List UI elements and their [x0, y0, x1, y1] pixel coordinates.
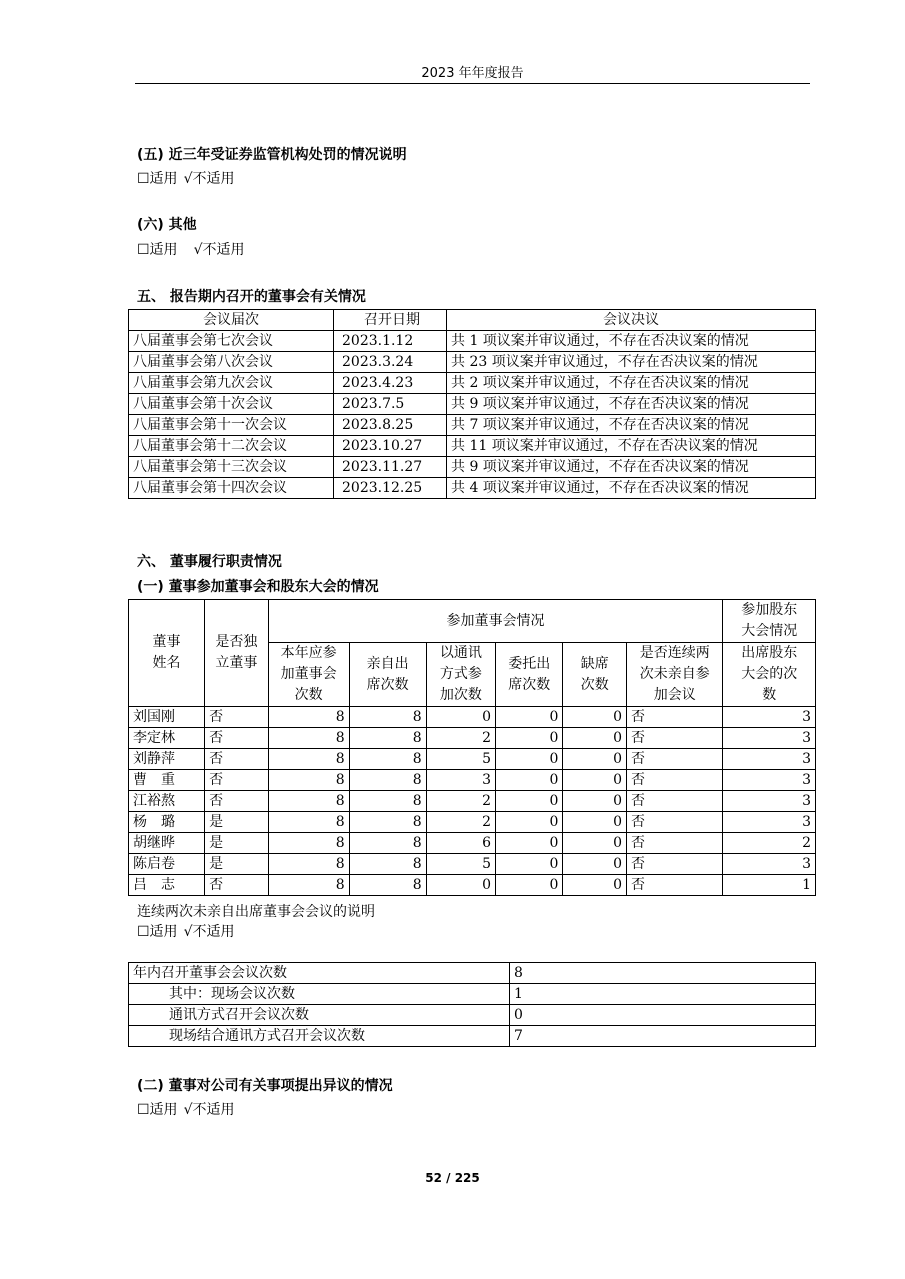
- required-meetings: 8: [268, 833, 349, 854]
- table-row: [129, 749, 816, 770]
- applicable-checkbox: ☐适用: [137, 242, 178, 258]
- column-header: 召开日期: [334, 310, 447, 331]
- page-number: 52 / 225: [425, 1171, 480, 1185]
- not-applicable-checkbox: √不适用: [183, 171, 235, 187]
- is-independent: 是: [205, 854, 269, 875]
- director-name: 江裕熬: [129, 791, 205, 812]
- director-name: 杨 璐: [129, 812, 205, 833]
- director-attendance-subheading: (一) 董事参加董事会和股东大会的情况: [137, 579, 379, 595]
- header-text: 是否独 立董事: [215, 634, 258, 671]
- board-meetings-table: [128, 309, 816, 499]
- absences: 0: [563, 749, 627, 770]
- absence-note: 连续两次未亲自出席董事会会议的说明: [137, 904, 375, 920]
- subcolumn-header: [349, 643, 426, 707]
- attended-in-person: 8: [349, 728, 426, 749]
- column-group-shareholder: [723, 600, 816, 643]
- consecutive-absence: 否: [627, 707, 723, 728]
- consecutive-absence: 否: [627, 728, 723, 749]
- shareholder-meetings-attended: 3: [723, 812, 816, 833]
- consecutive-absence: 否: [627, 812, 723, 833]
- shareholder-meetings-attended: 1: [723, 875, 816, 896]
- header-text: 以通讯 方式参 加次数: [439, 645, 482, 703]
- table-row: [129, 415, 816, 436]
- required-meetings: 8: [268, 728, 349, 749]
- meeting-session: 八届董事会第十一次会议: [129, 415, 334, 436]
- table-row: [129, 394, 816, 415]
- meeting-date: 2023.10.27: [334, 436, 447, 457]
- table-row: [129, 707, 816, 728]
- required-meetings: 8: [268, 791, 349, 812]
- meeting-resolution: 共 11 项议案并审议通过，不存在否决议案的情况: [447, 436, 816, 457]
- shareholder-meetings-attended: 2: [723, 833, 816, 854]
- meeting-session: 八届董事会第十三次会议: [129, 457, 334, 478]
- meeting-resolution: 共 9 项议案并审议通过，不存在否决议案的情况: [447, 457, 816, 478]
- attended-in-person: 8: [349, 749, 426, 770]
- attended-in-person: 8: [349, 707, 426, 728]
- director-name: 刘国刚: [129, 707, 205, 728]
- meeting-date: 2023.4.23: [334, 373, 447, 394]
- header-text: 委托出 席次数: [508, 655, 551, 693]
- shareholder-meetings-attended: 3: [723, 791, 816, 812]
- header-text: 出席股东 大会的次 数: [741, 645, 798, 703]
- subcolumn-header: [496, 643, 563, 707]
- director-name: 胡继晔: [129, 833, 205, 854]
- attended-by-communication: 0: [426, 875, 495, 896]
- attended-by-communication: 3: [426, 770, 495, 791]
- is-independent: 是: [205, 833, 269, 854]
- column-header-name: [129, 600, 205, 707]
- is-independent: 否: [205, 707, 269, 728]
- director-duties-heading: 六、 董事履行职责情况: [137, 554, 282, 570]
- applicable-checkbox: ☐适用: [137, 1102, 178, 1118]
- director-name: 吕 志: [129, 875, 205, 896]
- table-row: [129, 1005, 816, 1026]
- attended-by-communication: 0: [426, 707, 495, 728]
- table-header-row: [129, 310, 816, 331]
- meeting-session: 八届董事会第七次会议: [129, 331, 334, 352]
- table-row: [129, 478, 816, 499]
- table-row: [129, 963, 816, 984]
- required-meetings: 8: [268, 707, 349, 728]
- attended-by-proxy: 0: [496, 770, 563, 791]
- attended-by-proxy: 0: [496, 854, 563, 875]
- meeting-date: 2023.12.25: [334, 478, 447, 499]
- is-independent: 否: [205, 728, 269, 749]
- subcolumn-header: [426, 643, 495, 707]
- header-text: 缺席 次数: [580, 655, 609, 693]
- absences: 0: [563, 707, 627, 728]
- director-attendance-table: [128, 599, 816, 896]
- meeting-session: 八届董事会第十四次会议: [129, 478, 334, 499]
- meeting-session: 八届董事会第八次会议: [129, 352, 334, 373]
- table-row: [129, 457, 816, 478]
- director-name: 刘静萍: [129, 749, 205, 770]
- meeting-date: 2023.11.27: [334, 457, 447, 478]
- table-row: [129, 854, 816, 875]
- subcolumn-header: [268, 643, 349, 707]
- consecutive-absence: 否: [627, 833, 723, 854]
- subcolumn-header: [563, 643, 627, 707]
- count-value: 7: [510, 1026, 816, 1047]
- count-label: 其中：现场会议次数: [129, 984, 510, 1005]
- objection-heading: (二) 董事对公司有关事项提出异议的情况: [137, 1078, 393, 1094]
- meeting-session: 八届董事会第十二次会议: [129, 436, 334, 457]
- attended-by-proxy: 0: [496, 707, 563, 728]
- count-label: 通讯方式召开会议次数: [129, 1005, 510, 1026]
- subcolumn-header: [627, 643, 723, 707]
- attended-by-proxy: 0: [496, 749, 563, 770]
- board-meetings-heading: 五、 报告期内召开的董事会有关情况: [137, 289, 366, 305]
- required-meetings: 8: [268, 812, 349, 833]
- applicable-checkbox: ☐适用: [137, 924, 178, 940]
- attended-by-communication: 5: [426, 854, 495, 875]
- table-row: [129, 436, 816, 457]
- required-meetings: 8: [268, 854, 349, 875]
- consecutive-absence: 否: [627, 770, 723, 791]
- meeting-session: 八届董事会第九次会议: [129, 373, 334, 394]
- header-text: 亲自出 席次数: [366, 655, 409, 693]
- column-header: 会议决议: [447, 310, 816, 331]
- table-row: [129, 728, 816, 749]
- count-label: 现场结合通讯方式召开会议次数: [129, 1026, 510, 1047]
- attended-in-person: 8: [349, 833, 426, 854]
- meeting-counts-table: [128, 962, 816, 1047]
- meeting-session: 八届董事会第十次会议: [129, 394, 334, 415]
- attended-by-proxy: 0: [496, 875, 563, 896]
- header-divider: [135, 83, 810, 84]
- count-label: 年内召开董事会会议次数: [129, 963, 510, 984]
- table-row: [129, 875, 816, 896]
- consecutive-absence: 否: [627, 854, 723, 875]
- director-name: 曹 重: [129, 770, 205, 791]
- required-meetings: 8: [268, 749, 349, 770]
- is-independent: 否: [205, 749, 269, 770]
- table-row: [129, 791, 816, 812]
- absences: 0: [563, 728, 627, 749]
- table-row: [129, 812, 816, 833]
- absences: 0: [563, 791, 627, 812]
- absences: 0: [563, 854, 627, 875]
- header-text: 董事 姓名: [152, 634, 181, 671]
- absence-note-options: [137, 921, 240, 941]
- is-independent: 是: [205, 812, 269, 833]
- meeting-resolution: 共 9 项议案并审议通过，不存在否决议案的情况: [447, 394, 816, 415]
- not-applicable-checkbox: √不适用: [183, 1102, 235, 1118]
- director-name: 陈启卷: [129, 854, 205, 875]
- table-row: [129, 833, 816, 854]
- attended-in-person: 8: [349, 770, 426, 791]
- attended-by-communication: 2: [426, 791, 495, 812]
- table-row: [129, 770, 816, 791]
- attended-in-person: 8: [349, 791, 426, 812]
- meeting-resolution: 共 1 项议案并审议通过，不存在否决议案的情况: [447, 331, 816, 352]
- attended-by-proxy: 0: [496, 791, 563, 812]
- consecutive-absence: 否: [627, 875, 723, 896]
- required-meetings: 8: [268, 875, 349, 896]
- count-value: 0: [510, 1005, 816, 1026]
- meeting-resolution: 共 23 项议案并审议通过，不存在否决议案的情况: [447, 352, 816, 373]
- meeting-date: 2023.1.12: [334, 331, 447, 352]
- director-name: 李定林: [129, 728, 205, 749]
- meeting-date: 2023.7.5: [334, 394, 447, 415]
- attended-by-communication: 6: [426, 833, 495, 854]
- applicable-checkbox: ☐适用: [137, 171, 178, 187]
- meeting-date: 2023.8.25: [334, 415, 447, 436]
- meeting-resolution: 共 4 项议案并审议通过，不存在否决议案的情况: [447, 478, 816, 499]
- attended-by-proxy: 0: [496, 812, 563, 833]
- meeting-resolution: 共 2 项议案并审议通过，不存在否决议案的情况: [447, 373, 816, 394]
- not-applicable-checkbox: √不适用: [193, 242, 245, 258]
- is-independent: 否: [205, 875, 269, 896]
- section-penalty-heading: (五) 近三年受证券监管机构处罚的情况说明: [137, 147, 407, 163]
- table-row: [129, 331, 816, 352]
- required-meetings: 8: [268, 770, 349, 791]
- shareholder-meetings-attended: 3: [723, 707, 816, 728]
- table-row: [129, 352, 816, 373]
- shareholder-meetings-attended: 3: [723, 770, 816, 791]
- shareholder-meetings-attended: 3: [723, 854, 816, 875]
- meeting-resolution: 共 7 项议案并审议通过，不存在否决议案的情况: [447, 415, 816, 436]
- absences: 0: [563, 833, 627, 854]
- attended-in-person: 8: [349, 875, 426, 896]
- table-row: [129, 984, 816, 1005]
- section-other-options: [137, 239, 250, 259]
- absences: 0: [563, 770, 627, 791]
- table-row: [129, 373, 816, 394]
- objection-options: [137, 1099, 240, 1119]
- attended-by-communication: 2: [426, 812, 495, 833]
- page-header-title: 2023 年年度报告: [421, 66, 524, 81]
- not-applicable-checkbox: √不适用: [183, 924, 235, 940]
- consecutive-absence: 否: [627, 749, 723, 770]
- consecutive-absence: 否: [627, 791, 723, 812]
- attended-by-proxy: 0: [496, 728, 563, 749]
- section-penalty-options: [137, 168, 240, 188]
- count-value: 1: [510, 984, 816, 1005]
- absences: 0: [563, 875, 627, 896]
- attended-in-person: 8: [349, 854, 426, 875]
- table-header-row: [129, 600, 816, 643]
- shareholder-meetings-attended: 3: [723, 728, 816, 749]
- header-text: 是否连续两 次未亲自参 加会议: [639, 645, 710, 703]
- header-text: 参加股东 大会情况: [741, 602, 798, 639]
- attended-by-communication: 2: [426, 728, 495, 749]
- attended-by-communication: 5: [426, 749, 495, 770]
- attended-in-person: 8: [349, 812, 426, 833]
- count-value: 8: [510, 963, 816, 984]
- column-header: 会议届次: [129, 310, 334, 331]
- header-text: 本年应参 加董事会 次数: [280, 645, 337, 703]
- is-independent: 否: [205, 770, 269, 791]
- table-row: [129, 1026, 816, 1047]
- column-header-independent: [205, 600, 269, 707]
- absences: 0: [563, 812, 627, 833]
- column-group-board: 参加董事会情况: [268, 600, 723, 643]
- shareholder-meetings-attended: 3: [723, 749, 816, 770]
- meeting-date: 2023.3.24: [334, 352, 447, 373]
- subcolumn-header: [723, 643, 816, 707]
- attended-by-proxy: 0: [496, 833, 563, 854]
- section-other-heading: (六) 其他: [137, 217, 197, 233]
- is-independent: 否: [205, 791, 269, 812]
